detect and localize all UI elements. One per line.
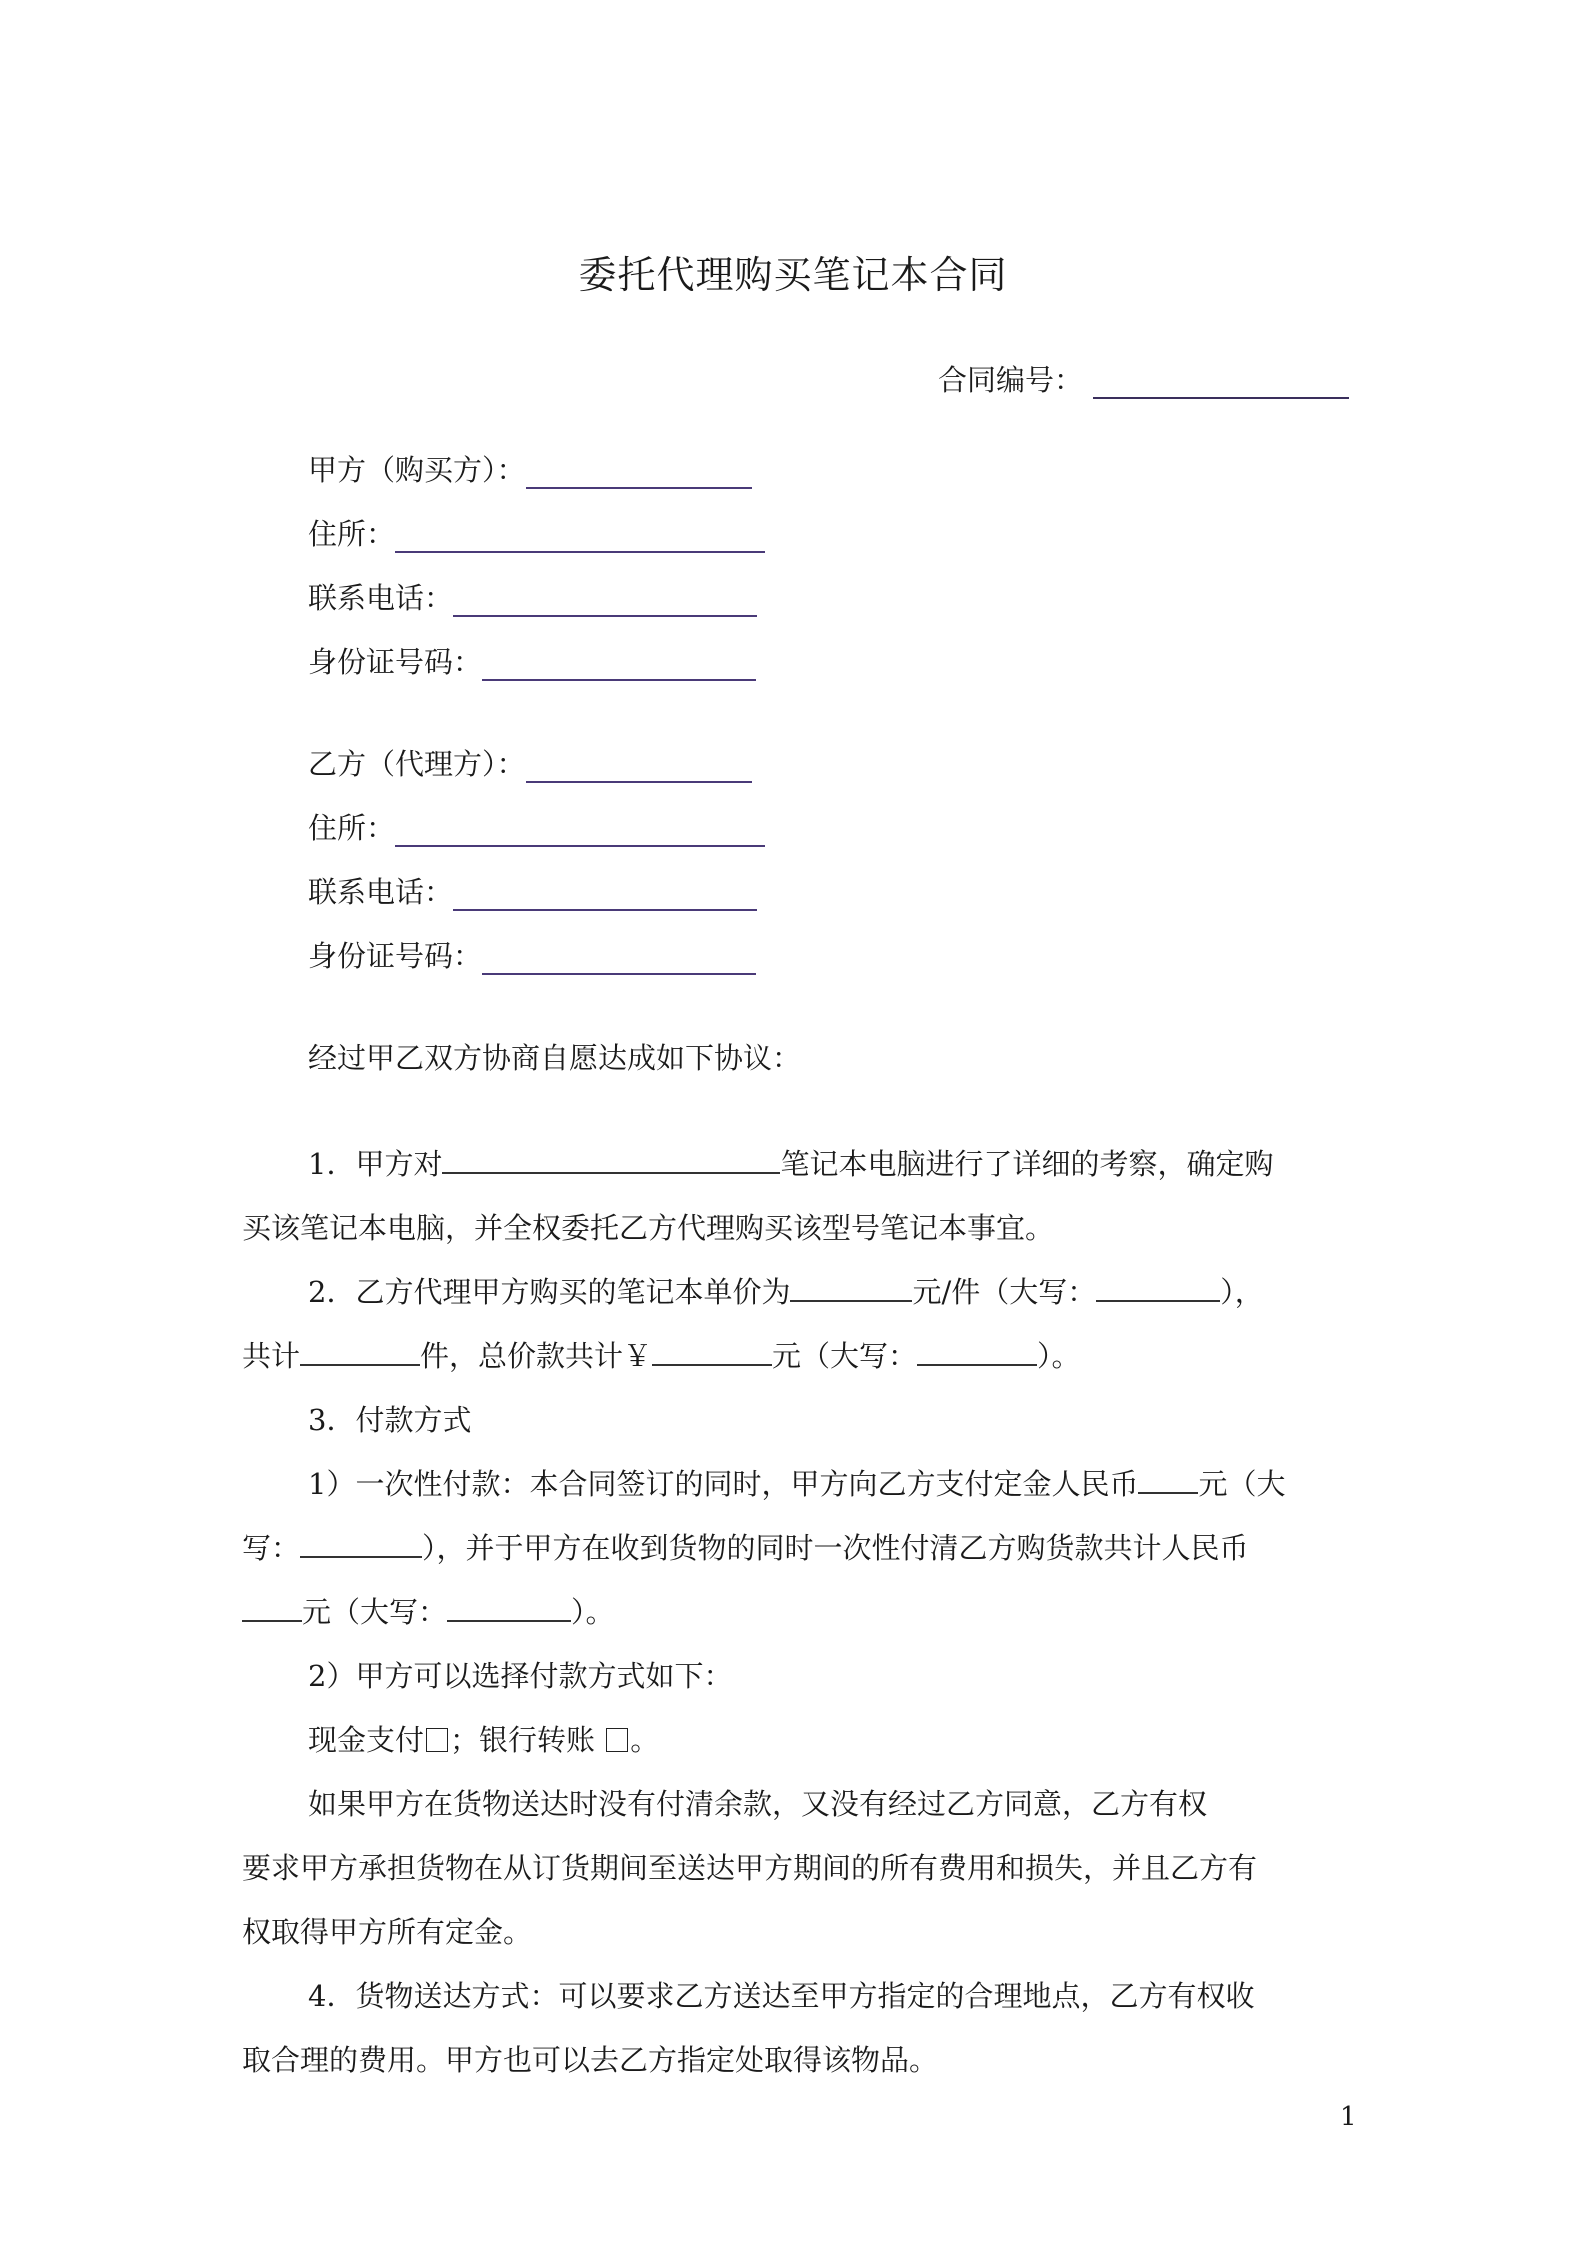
clause-1-line-2: 买该笔记本电脑，并全权委托乙方代理购买该型号笔记本事宜。 <box>242 1211 1055 1245</box>
party-b-address: 住所： <box>308 806 765 846</box>
total-price-words-blank <box>917 1338 1037 1366</box>
party-b-id-blank <box>482 941 756 975</box>
intro-text: 经过甲乙双方协商自愿达成如下协议： <box>308 1041 802 1075</box>
clause-4-line-2: 取合理的费用。甲方也可以去乙方指定处取得该物品。 <box>242 2043 939 2077</box>
clause-1-model-blank <box>442 1146 780 1174</box>
clause-3-p4-line-1: 如果甲方在货物送达时没有付清余款，又没有经过乙方同意，乙方有权 <box>308 1787 1208 1821</box>
contract-number-blank <box>1093 367 1349 399</box>
clause-2-line-2: 共计 件，总价款共计￥ 元（大写： ）。 <box>242 1339 1081 1373</box>
party-a-address-blank <box>395 519 765 553</box>
page-title: 委托代理购买笔记本合同 <box>578 253 1008 297</box>
party-a-address: 住所： <box>308 512 765 552</box>
total-price-blank <box>652 1338 772 1366</box>
clause-2-line-1: 2．乙方代理甲方购买的笔记本单价为 元/件（大写： ）， <box>308 1275 1264 1309</box>
clause-3-p1-line-3: 元（大写： ）。 <box>242 1590 615 1631</box>
deposit-words-blank <box>300 1530 422 1558</box>
clause-3-p4-line-3: 权取得甲方所有定金。 <box>242 1915 533 1949</box>
contract-number-label: 合同编号： <box>938 363 1084 397</box>
quantity-blank <box>300 1338 420 1366</box>
clause-3-heading: 3．付款方式 <box>308 1403 472 1437</box>
party-a-id-blank <box>482 647 756 681</box>
clause-3-p1-line-1: 1）一次性付款：本合同签订的同时，甲方向乙方支付定金人民币 元（大 <box>308 1467 1286 1501</box>
party-b-id: 身份证号码： <box>308 934 756 974</box>
cash-payment-checkbox[interactable] <box>426 1728 448 1752</box>
party-a-name-blank <box>526 455 752 489</box>
party-b-heading: 乙方（代理方）： <box>308 742 752 782</box>
contract-number <box>938 358 1349 399</box>
unit-price-words-blank <box>1096 1274 1220 1302</box>
balance-words-blank <box>447 1594 571 1622</box>
party-b-address-blank <box>395 813 765 847</box>
clause-1-line-1: 1．甲方对 笔记本电脑进行了详细的考察，确定购 <box>308 1147 1274 1181</box>
page-number: 1 <box>1340 2102 1357 2132</box>
bank-transfer-checkbox[interactable] <box>606 1728 628 1752</box>
unit-price-blank <box>790 1274 912 1302</box>
bank-transfer-label: ；银行转账 <box>450 1723 596 1757</box>
party-a-id: 身份证号码： <box>308 640 756 680</box>
clause-4-line-1: 4．货物送达方式：可以要求乙方送达至甲方指定的合理地点，乙方有权收 <box>308 1979 1255 2013</box>
clause-3-p2: 2）甲方可以选择付款方式如下： <box>308 1659 733 1693</box>
party-b-name-blank <box>526 749 752 783</box>
party-b-phone: 联系电话： <box>308 870 757 910</box>
cash-payment-label: 现金支付 <box>308 1723 425 1757</box>
clause-3-p4-line-2: 要求甲方承担货物在从订货期间至送达甲方期间的所有费用和损失，并且乙方有 <box>242 1851 1258 1885</box>
clause-3-p1-line-2: 写： ），并于甲方在收到货物的同时一次性付清乙方购货款共计人民币 <box>242 1531 1249 1565</box>
party-a-heading: 甲方（购买方）： <box>308 448 752 488</box>
deposit-blank <box>1138 1466 1198 1494</box>
payment-options: 现金支付 ；银行转账 。 <box>308 1723 660 1757</box>
balance-blank <box>242 1594 302 1622</box>
party-b-phone-blank <box>453 877 757 911</box>
party-a-phone: 联系电话： <box>308 576 757 616</box>
party-a-phone-blank <box>453 583 757 617</box>
